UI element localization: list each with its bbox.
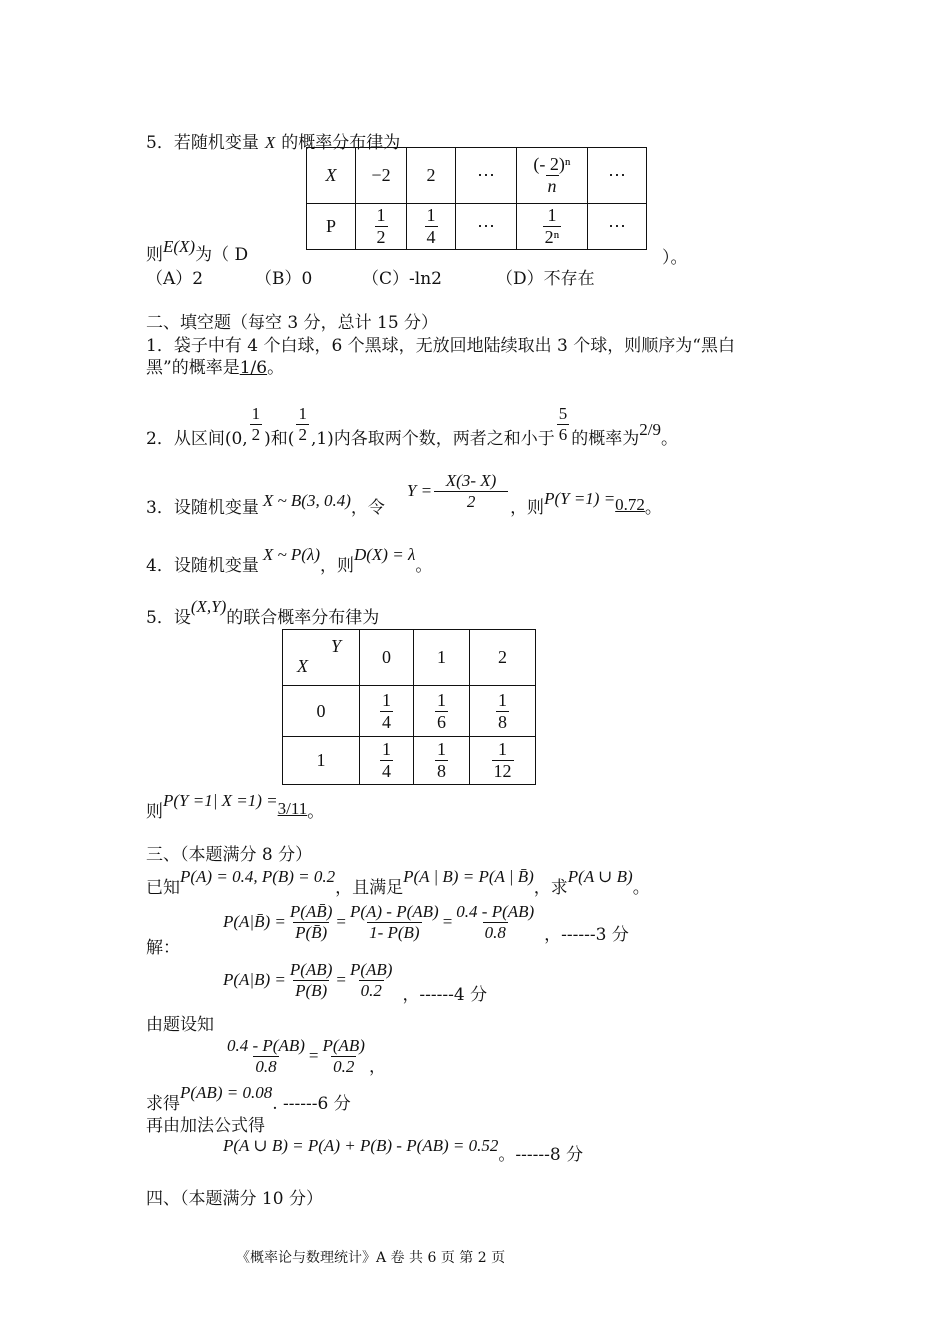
s2-q5: 5．设 (X,Y) 的联合概率分布律为: [146, 597, 380, 628]
s2-q1-line1: 1．袋子中有 4 个白球，6 个黑球，无放回地陆续取出 3 个球，则顺序为“黑白: [146, 336, 735, 356]
s3-given: 已知 P(A) = 0.4, P(B) = 0.2 ，且满足 P(A | B) = P(A | B̄) ，求 P(A ∪ B) 。: [146, 867, 650, 898]
s3-eq2: P(A|B) = $\frac{P(AB)}{P(B)}$ = $\frac{P(AB)}{0.2}$ ，------4 分: [223, 959, 488, 1005]
distribution-table: X −2 2 ⋯ $\frac{\text{(- 2)ⁿ}}{n}$ ⋯ P $\frac{1}{2}$ $\frac{1}{4}$ ⋯ $\frac{1}{\text{2ⁿ}}$ ⋯: [306, 147, 647, 250]
s3-solution-label: 解：: [146, 938, 180, 958]
s2-q5-answer: 则 P(Y =1| X =1) = 3/11 。: [146, 791, 325, 822]
section4-title: 四、（本题满分 10 分）: [146, 1189, 323, 1209]
s2-q3: 3．设随机变量 X ~ B(3, 0.4) ，令 Y = $\frac{X(3- X)}{2}$ ，则 P(Y =1) = 0.72 。: [146, 470, 662, 518]
s3-addition-rule: 再由加法公式得: [146, 1116, 265, 1136]
q5-option-b: （B）0: [255, 269, 313, 289]
s2-q1-line2: 黑”的概率是1/6。: [146, 358, 285, 378]
s2-q4: 4．设随机变量 X ~ P(λ) ，则 D(X) = λ 。: [146, 545, 433, 576]
s3-final: P(A ∪ B) = P(A) + P(B) - P(AB) = 0.52 。------8 分: [223, 1136, 584, 1165]
q5-option-d: （D）不存在: [496, 269, 595, 289]
q5-option-a: （A）2: [146, 269, 204, 289]
section3-title: 三、（本题满分 8 分）: [146, 845, 313, 865]
s3-eq3: $\frac{0.4 - P(AB)}{0.8}$ = $\frac{P(AB)}{0.2}$ ，: [227, 1035, 386, 1077]
q5-top-close: ）。: [662, 248, 688, 268]
q5-top-then: 则E(X)为（ D: [146, 237, 249, 265]
page-footer: 《概率论与数理统计》A 卷 共 6 页 第 2 页: [236, 1250, 506, 1266]
q5-top-lead: 5．若随机变量 X 的概率分布律为: [146, 133, 401, 153]
s3-eq1: P(A|B̄) = $\frac{P(AB̄)}{P(B̄)}$ = $\frac{P(A) - P(AB)}{1- P(B)}$ = $\frac{0.4 - P(AB)}{0.8}$ ，------3 分: [223, 901, 629, 945]
s3-result: 求得 P(AB) = 0.08 . ------6 分: [146, 1083, 351, 1114]
joint-distribution-table: Y X 0 1 2 0 $\frac{1}{4}$ $\frac{1}{6}$ $\frac{1}{8}$ 1 $\frac{1}{4}$ $\frac{1}{8}$ $\frac{1}{12}$: [282, 629, 536, 785]
s2-q2: 2．从区间(0, $\frac{1}{2}$ )和( $\frac{1}{2}$ ,1)内各取两个数，两者之和小于 $\frac{5}{6}$ 的概率为 2/9 。: [146, 403, 679, 449]
section2-title: 二、填空题（每空 3 分，总计 15 分）: [146, 313, 439, 333]
s3-from-condition: 由题设知: [146, 1015, 214, 1035]
q5-option-c: （C）-ln2: [362, 269, 442, 289]
